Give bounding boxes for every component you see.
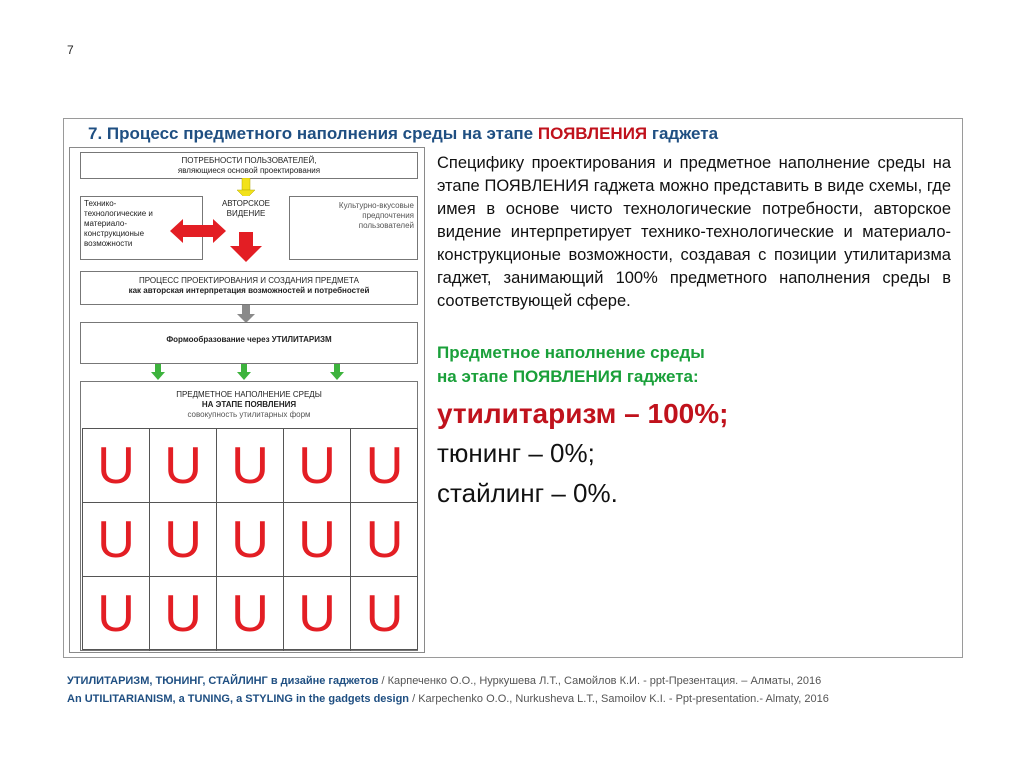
page-number: 7 xyxy=(67,43,74,57)
u-letter: U xyxy=(231,436,269,495)
u-letter: U xyxy=(365,585,404,643)
grid-cell xyxy=(284,429,351,503)
u-letter: U xyxy=(365,510,404,569)
grid-cell xyxy=(217,429,284,503)
tech-line: технологические и xyxy=(84,209,153,218)
green-heading-line-2: на этапе ПОЯВЛЕНИЯ гаджета: xyxy=(437,367,699,386)
slide-title xyxy=(88,124,718,144)
footer-en-title: An UTILITARIANISM, a TUNING, a STYLING in the gadgets design xyxy=(67,693,410,705)
green-arrow-icon xyxy=(237,364,251,380)
needs-line-1: ПОТРЕБНОСТИ ПОЛЬЗОВАТЕЛЕЙ, xyxy=(181,156,317,165)
grid-cell xyxy=(83,577,150,651)
grid-cell xyxy=(217,503,284,577)
u-letter: U xyxy=(164,510,202,569)
author-line: АВТОРСКОЕ xyxy=(221,199,271,208)
grid-cell xyxy=(284,577,351,651)
red-down-arrow-icon xyxy=(230,232,262,262)
green-heading-line-1: Предметное наполнение среды xyxy=(437,343,705,362)
grid-cell xyxy=(150,577,217,651)
u-letter: U xyxy=(231,585,269,643)
u-letter: U xyxy=(164,436,202,495)
green-arrow-icon xyxy=(151,364,165,380)
green-arrow-icon xyxy=(330,364,344,380)
u-letter: U xyxy=(97,510,135,569)
title-prefix: 7. Процесс предметного наполнения среды на этапе xyxy=(88,124,538,143)
grey-arrow-icon xyxy=(236,305,256,323)
u-letter: U xyxy=(298,436,336,495)
body-paragraph: Специфику проектирования и предметное наполнение среды на этапе ПОЯВЛЕНИЯ гаджета можно представить в виде схемы, где имея в основе чисто технологические потребности, авторское видение интерпретирует технико-технологические и материало-конструкционые возможности, создавая с позиции утилитаризма гаджет, занимающий 100% предметного наполнения среды в соответствующей сфере. xyxy=(437,154,951,310)
styling-value: стайлинг – 0%. xyxy=(437,478,618,508)
culture-text xyxy=(296,201,414,231)
u-letter: U xyxy=(365,436,404,495)
grid-cell xyxy=(83,429,150,503)
tech-text xyxy=(84,199,153,249)
footer-ru xyxy=(67,675,821,687)
footer-ru-ref: / Карпеченко О.О., Нуркушева Л.Т., Самойлов К.И. - ppt-Презентация. – Алматы, 2016 xyxy=(378,675,822,687)
grid-cell xyxy=(351,577,418,651)
tuning-value: тюнинг – 0%; xyxy=(437,438,595,468)
process-box xyxy=(80,271,418,305)
grid-cell xyxy=(284,503,351,577)
culture-line: пользователей xyxy=(358,221,414,230)
grid-cell xyxy=(150,503,217,577)
footer-en xyxy=(67,693,829,705)
tech-line: конструкционые xyxy=(84,229,145,238)
result-line-1: ПРЕДМЕТНОЕ НАПОЛНЕНИЕ СРЕДЫ xyxy=(176,390,322,399)
u-letter: U xyxy=(298,510,336,569)
tech-line: материало- xyxy=(84,219,128,228)
culture-line: предпочтения xyxy=(362,211,414,220)
needs-line-2: являющиеся основой проектирования xyxy=(177,166,321,175)
needs-box xyxy=(80,152,418,179)
grid-cell xyxy=(351,429,418,503)
u-letter: U xyxy=(97,436,135,495)
grid-cell xyxy=(217,577,284,651)
u-letter: U xyxy=(231,510,269,569)
utilitarian-forms-grid xyxy=(82,428,418,650)
footer-ru-title: УТИЛИТАРИЗМ, ТЮНИНГ, СТАЙЛИНГ в дизайне гаджетов xyxy=(67,675,379,687)
tech-line: возможности xyxy=(84,239,133,248)
grid-cell xyxy=(150,429,217,503)
title-suffix: гаджета xyxy=(647,124,719,143)
process-line-2: как авторская интерпретация возможностей и потребностей xyxy=(128,286,370,295)
footer-en-ref: / Karpechenko O.O., Nurkusheva L.T., Samoilov K.I. - Ppt-presentation.- Almaty, 2016 xyxy=(409,693,829,705)
grid-cell xyxy=(351,503,418,577)
u-letter: U xyxy=(298,585,336,643)
author-line: ВИДЕНИЕ xyxy=(226,209,266,218)
utilitarism-value: утилитаризм – 100%; xyxy=(437,398,729,429)
form-label: Формообразование через УТИЛИТАРИЗМ xyxy=(166,335,332,344)
tech-line: Технико- xyxy=(84,199,117,208)
result-line-2: НА ЭТАПЕ ПОЯВЛЕНИЯ xyxy=(201,400,297,409)
culture-line: Культурно-вкусовые xyxy=(338,201,414,210)
form-box xyxy=(80,322,418,364)
u-letter: U xyxy=(164,585,202,643)
u-letter: U xyxy=(97,585,135,643)
title-highlight: ПОЯВЛЕНИЯ xyxy=(537,124,648,143)
red-double-arrow-icon xyxy=(170,218,226,244)
process-line-1: ПРОЦЕСС ПРОЕКТИРОВАНИЯ И СОЗДАНИЯ ПРЕДМЕТА xyxy=(139,276,359,285)
author-text xyxy=(206,199,286,219)
result-line-3: совокупность утилитарных форм xyxy=(187,410,311,419)
grid-cell xyxy=(83,503,150,577)
